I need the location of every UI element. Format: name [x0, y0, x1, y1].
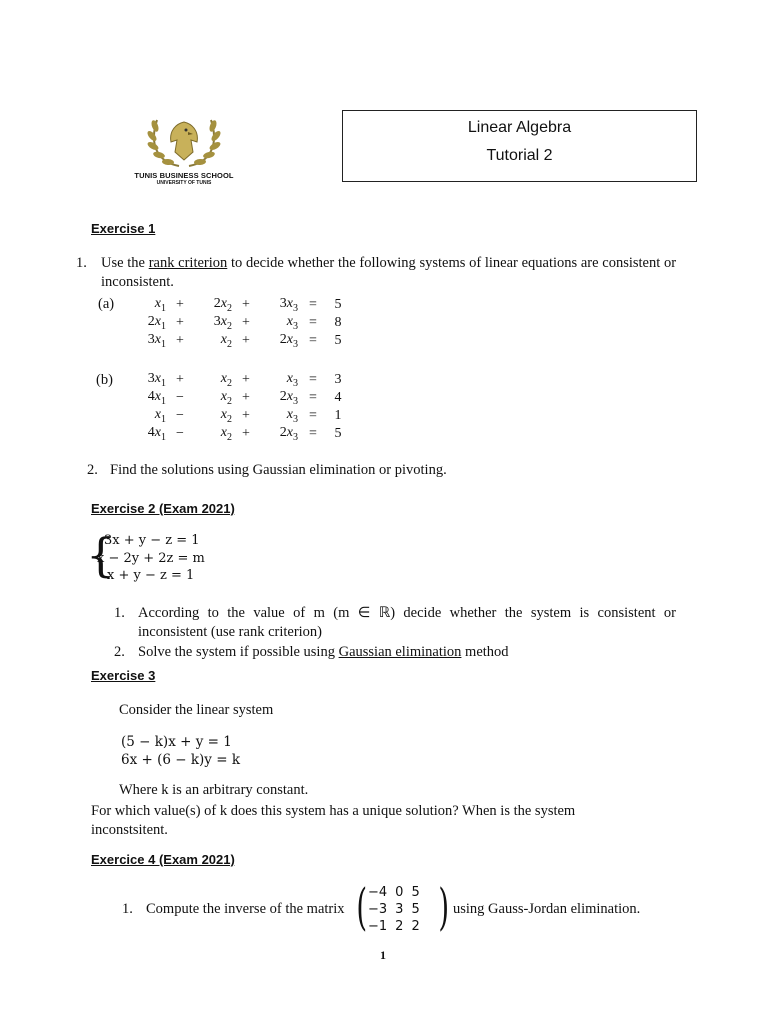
matrix-cell: −3	[368, 902, 388, 917]
equation-term: =	[309, 315, 317, 330]
exercise2-eq2: x − 2y + 2z = m	[97, 550, 205, 566]
exercise1-item1-number: 1.	[76, 255, 87, 271]
exercise4-item1-text-start: Compute the inverse of the matrix	[146, 901, 345, 917]
exercise3-heading: Exercise 3	[91, 668, 156, 683]
matrix-cell: 2	[395, 919, 404, 934]
equation-term: 5	[334, 297, 342, 312]
equation-term: $2x_1$	[147, 314, 166, 332]
equation-term: 5	[334, 426, 342, 441]
equation-term: +	[242, 315, 250, 330]
exercise2-eq1: 3x + y − z = 1	[104, 533, 200, 548]
equation-term: =	[309, 390, 317, 405]
exercise2-eq3: x + y − z = 1	[107, 568, 195, 583]
equation-term: $x_2$	[220, 389, 232, 407]
page-number: 1	[380, 948, 386, 962]
logo-university-name: UNIVERSITY OF TUNIS	[156, 180, 212, 186]
exercise4-heading: Exercice 4 (Exam 2021)	[91, 852, 235, 867]
equation-row	[132, 407, 348, 425]
equation-term: +	[176, 372, 184, 387]
equation-term: $2x_3$	[279, 389, 298, 407]
equation-term: +	[176, 333, 184, 348]
system-brace: {	[86, 528, 116, 582]
equation-term: 4	[334, 390, 342, 405]
exercise2-item2-number: 2.	[114, 644, 125, 660]
matrix-right-paren: )	[438, 878, 450, 936]
equation-term: $x_3$	[286, 371, 298, 389]
exercise1-heading: Exercise 1	[91, 221, 156, 236]
equation-row	[132, 296, 348, 314]
exercise2-heading: Exercise 2 (Exam 2021)	[91, 501, 235, 516]
exercise1-item1	[101, 254, 676, 292]
equation-term: =	[309, 297, 317, 312]
equation-term: 5	[334, 333, 342, 348]
equation-term: 3	[334, 372, 342, 387]
equation-term: 8	[334, 315, 342, 330]
equation-term: $x_2$	[220, 425, 232, 443]
exercise2-item2	[138, 643, 509, 662]
exercise3-eq2: 6x + (6 − k)y = k	[121, 752, 240, 768]
matrix-cell: −1	[368, 919, 388, 934]
equation-term: $2x_3$	[279, 425, 298, 443]
matrix-cell: 5	[411, 902, 420, 917]
equation-row	[132, 332, 348, 350]
equation-term: +	[176, 297, 184, 312]
matrix-cell: 5	[411, 885, 420, 900]
exercise3-question: For which value(s) of k does this system has a unique solution? When is the system inconstsitent.	[91, 803, 576, 838]
equation-term: +	[242, 408, 250, 423]
equation-term: =	[309, 333, 317, 348]
exercise1-item1-text-end: to decide whether the following systems of linear equations are consistent or inconsistent.	[101, 255, 677, 290]
equation-row	[132, 425, 348, 443]
matrix-cell: 0	[395, 885, 404, 900]
system-b	[132, 371, 348, 443]
matrix	[364, 884, 424, 935]
equation-row	[132, 389, 348, 407]
school-logo	[128, 112, 240, 192]
rank-criterion-underlined: rank criterion	[148, 255, 228, 271]
matrix-left-paren: (	[356, 878, 368, 936]
equation-term: $x_2$	[220, 407, 232, 425]
equation-term: =	[309, 426, 317, 441]
tutorial-title: Tutorial 2	[486, 147, 553, 164]
equation-term: −	[176, 426, 184, 441]
matrix-row	[364, 884, 424, 901]
matrix-cell: 2	[411, 919, 420, 934]
equation-term: +	[242, 297, 250, 312]
exercise2-item2-text-end: method	[465, 644, 509, 660]
equation-term: $4x_1$	[147, 389, 166, 407]
equation-term: $3x_2$	[213, 314, 232, 332]
equation-term: $3x_1$	[147, 371, 166, 389]
exercise2-item2-text-start: Solve the system if possible using	[138, 644, 335, 660]
logo-school-name: TUNIS BUSINESS SCHOOL	[134, 171, 234, 180]
equation-term: =	[309, 408, 317, 423]
equation-term: −	[176, 408, 184, 423]
equation-term: +	[242, 390, 250, 405]
system-a	[132, 296, 348, 350]
equation-term: $3x_3$	[279, 296, 298, 314]
equation-row	[132, 371, 348, 389]
equation-term: =	[309, 372, 317, 387]
laurel-eagle-icon	[139, 112, 229, 170]
exercise3-where: Where k is an arbitrary constant.	[119, 782, 309, 798]
exercise3-intro: Consider the linear system	[119, 702, 274, 718]
equation-term: $x_3$	[286, 407, 298, 425]
equation-term: −	[176, 390, 184, 405]
matrix-row	[364, 901, 424, 918]
equation-term: +	[242, 426, 250, 441]
system-b-label: (b)	[96, 372, 113, 388]
equation-term: $x_3$	[286, 314, 298, 332]
exercise2-item1: According to the value of m (m ∈ ℝ) decide whether the system is consistent or inconsistent (use rank criterion)	[138, 605, 676, 640]
equation-term: $4x_1$	[147, 425, 166, 443]
equation-term: $x_2$	[220, 371, 232, 389]
exercise4-item1-number: 1.	[122, 901, 133, 917]
exercise2-system	[97, 532, 205, 585]
equation-term: $2x_3$	[279, 332, 298, 350]
course-title: Linear Algebra	[467, 119, 572, 136]
equation-term: $3x_1$	[147, 332, 166, 350]
equation-term: +	[176, 315, 184, 330]
exercise1-item2-number: 2.	[87, 462, 98, 478]
matrix-row	[364, 918, 424, 935]
exercise3-eq1: (5 − k)x + y = 1	[121, 734, 232, 750]
exercise2-item1-number: 1.	[114, 605, 125, 621]
equation-term: 1	[334, 408, 342, 423]
exercise4-item1-text-end: using Gauss-Jordan elimination.	[453, 901, 641, 917]
matrix-cell: 3	[395, 902, 404, 917]
exercise1-item2: Find the solutions using Gaussian elimination or pivoting.	[110, 462, 447, 478]
equation-term: $x_2$	[220, 332, 232, 350]
equation-term: $2x_2$	[213, 296, 232, 314]
gaussian-elimination-underlined: Gaussian elimination	[338, 644, 462, 660]
equation-row	[132, 314, 348, 332]
matrix-cell: −4	[368, 885, 388, 900]
equation-term: +	[242, 333, 250, 348]
exercise1-item1-text-start: Use the	[101, 255, 145, 271]
system-a-label: (a)	[98, 296, 115, 312]
equation-term: $x_1$	[154, 296, 166, 314]
title-box	[342, 110, 697, 182]
equation-term: $x_1$	[154, 407, 166, 425]
equation-term: +	[242, 372, 250, 387]
